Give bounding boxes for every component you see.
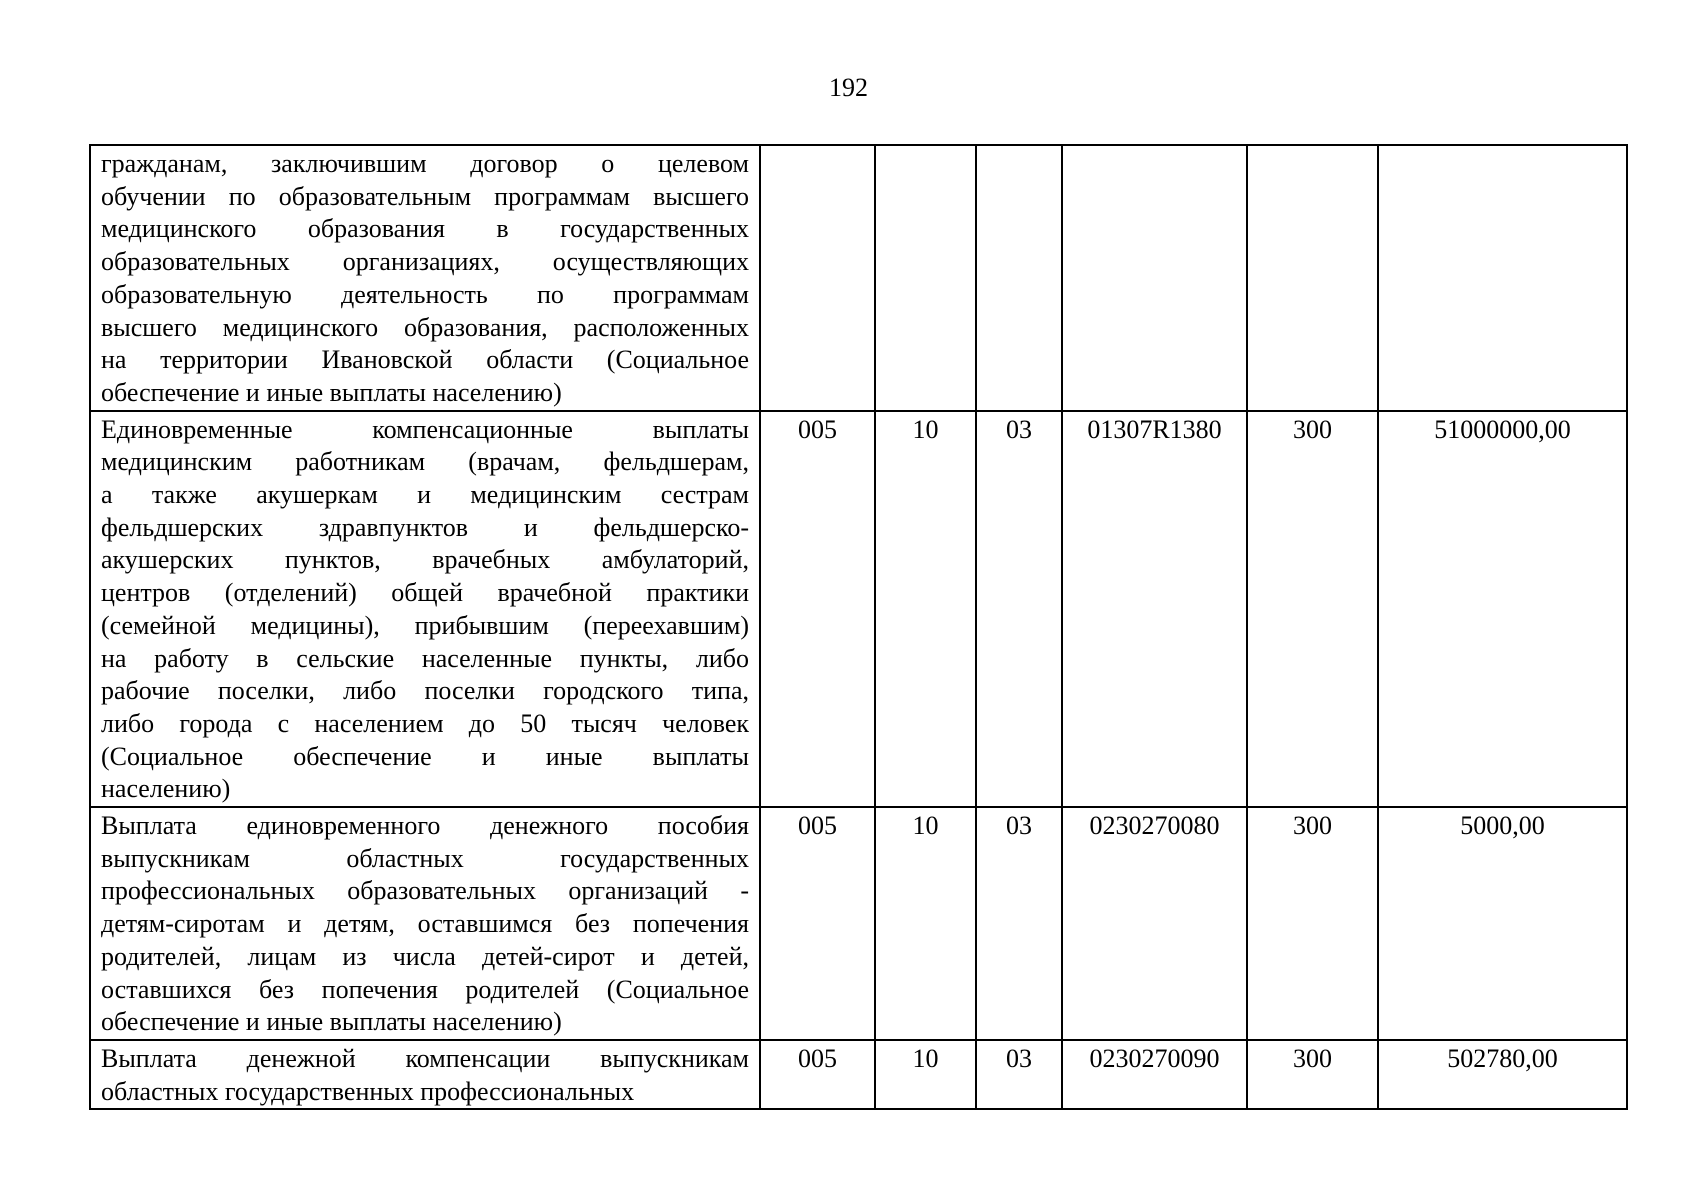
- ministry-code-cell: 005: [760, 807, 875, 1040]
- description-line: либо города с населением до 50 тысяч человек: [101, 708, 749, 738]
- table-body: [90, 145, 1627, 1109]
- expense-type-cell: 300: [1247, 411, 1378, 807]
- table-row: [90, 807, 1627, 1040]
- description-line: родителей, лицам из числа детей-сирот и детей,: [101, 941, 749, 971]
- description-cell: [90, 145, 760, 411]
- description-line: высшего медицинского образования, расположенных: [101, 312, 749, 342]
- section-code-cell: 10: [875, 807, 976, 1040]
- budget-table: [89, 144, 1628, 1110]
- description-line: (Социальное обеспечение и иные выплаты: [101, 741, 749, 771]
- description-line: выпускникам областных государственных: [101, 843, 749, 873]
- description-line: медицинским работникам (врачам, фельдшерам,: [101, 447, 749, 477]
- table-row: [90, 1040, 1627, 1109]
- description-line: фельдшерских здравпунктов и фельдшерско-: [101, 512, 749, 542]
- description-line: на территории Ивановской области (Социальное: [101, 345, 749, 375]
- description-line: акушерских пунктов, врачебных амбулаторий,: [101, 545, 749, 575]
- section-code-cell: 10: [875, 1040, 976, 1109]
- expense-type-cell: [1247, 145, 1378, 411]
- ministry-code-cell: [760, 145, 875, 411]
- description-line: обеспечение и иные выплаты населению): [101, 1007, 562, 1037]
- description-cell: [90, 411, 760, 807]
- table-row: [90, 411, 1627, 807]
- page-number: 192: [829, 73, 868, 102]
- description-line: медицинского образования в государственных: [101, 214, 749, 244]
- amount-cell: 502780,00: [1378, 1040, 1627, 1109]
- target-article-cell: 0230270080: [1062, 807, 1247, 1040]
- subsection-code-cell: [976, 145, 1062, 411]
- description-line: обеспечение и иные выплаты населению): [101, 377, 562, 407]
- description-line: обучении по образовательным программам высшего: [101, 181, 749, 211]
- description-line: образовательную деятельность по программам: [101, 279, 749, 309]
- description-line: населению): [101, 774, 231, 804]
- subsection-code-cell: 03: [976, 1040, 1062, 1109]
- section-code-cell: [875, 145, 976, 411]
- description-line: образовательных организациях, осуществляющих: [101, 247, 749, 277]
- description-cell: [90, 1040, 760, 1109]
- section-code-cell: 10: [875, 411, 976, 807]
- description-line: гражданам, заключившим договор о целевом: [101, 149, 749, 178]
- description-line: центров (отделений) общей врачебной практики: [101, 578, 749, 608]
- description-line: (семейной медицины), прибывшим (переехавшим): [101, 610, 749, 640]
- table-row: [90, 145, 1627, 411]
- target-article-cell: [1062, 145, 1247, 411]
- description-line: профессиональных образовательных организаций -: [101, 876, 749, 906]
- description-line: на работу в сельские населенные пункты, либо: [101, 643, 749, 673]
- description-cell: [90, 807, 760, 1040]
- expense-type-cell: 300: [1247, 1040, 1378, 1109]
- ministry-code-cell: 005: [760, 411, 875, 807]
- target-article-cell: 01307R1380: [1062, 411, 1247, 807]
- description-line: областных государственных профессиональных: [101, 1076, 635, 1106]
- ministry-code-cell: 005: [760, 1040, 875, 1109]
- amount-cell: 51000000,00: [1378, 411, 1627, 807]
- expense-type-cell: 300: [1247, 807, 1378, 1040]
- subsection-code-cell: 03: [976, 411, 1062, 807]
- description-line: Единовременные компенсационные выплаты: [101, 414, 749, 444]
- subsection-code-cell: 03: [976, 807, 1062, 1040]
- description-line: детям-сиротам и детям, оставшимся без попечения: [101, 909, 749, 939]
- amount-cell: [1378, 145, 1627, 411]
- amount-cell: 5000,00: [1378, 807, 1627, 1040]
- description-line: Выплата денежной компенсации выпускникам: [101, 1043, 749, 1073]
- target-article-cell: 0230270090: [1062, 1040, 1247, 1109]
- description-line: а также акушеркам и медицинским сестрам: [101, 480, 749, 510]
- description-line: оставшихся без попечения родителей (Социальное: [101, 974, 749, 1004]
- description-line: Выплата единовременного денежного пособия: [101, 811, 749, 841]
- description-line: рабочие поселки, либо поселки городского типа,: [101, 676, 749, 706]
